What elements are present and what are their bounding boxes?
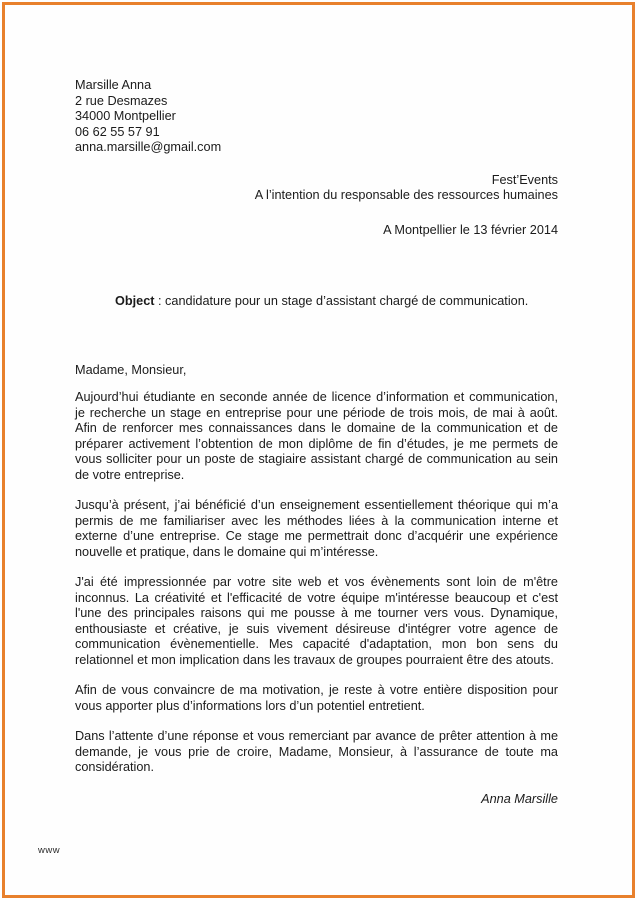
body-paragraph-1: Aujourd’hui étudiante en seconde année de licence d’information et communication, je recherche un stage en entreprise pour une période de trois mois, de mai à août. Afin de renforcer mes connaissances dans le domaine de la communication et de préparer activement l’obtention de mon diplôme de fin d’études, je me permets de vous solliciter pour un poste de stagiaire assistant chargé de communication au sein de votre entreprise. (75, 390, 558, 482)
body-paragraph-2: Jusqu’à présent, j’ai bénéficié d’un enseignement essentiellement théorique qui m’a permis de me familiariser avec les méthodes liées à la communication interne et externe d’une entreprise. Ce stage me permettrait donc d’acquérir une expérience nouvelle et pratique, dans le domaine qui m’intéresse. (75, 498, 558, 559)
recipient-attention: A l’intention du responsable des ressources humaines (254, 188, 558, 202)
recipient-block (75, 173, 558, 204)
body-paragraph-4: Afin de vous convaincre de ma motivation, je reste à votre entière disposition pour vous apporter plus d’informations lors d’un potentiel entretient. (75, 683, 558, 713)
subject-label: Object (115, 294, 155, 308)
sender-address-line2: 34000 Montpellier (75, 109, 176, 123)
sender-name: Marsille Anna (75, 78, 152, 92)
salutation: Madame, Monsieur, (75, 362, 187, 377)
watermark-www: www (38, 845, 61, 856)
dateline: A Montpellier le 13 février 2014 (383, 222, 558, 237)
recipient-company: Fest’Events (491, 172, 558, 187)
body-paragraph-5: Dans l’attente d’une réponse et vous remerciant par avance de prêter attention à me demande, je vous prie de croire, Madame, Monsieur, à l’assurance de toute ma considération. (75, 729, 558, 774)
sender-block (75, 78, 558, 156)
body-paragraph-3: J'ai été impressionnée par votre site web et vos évènements sont loin de m'être inconnus. La créativité et l'efficacité de votre équipe m'intéresse beaucoup et c'est l'une des principales raisons qui me pousse à me tourner vers vous. Dynamique, enthousiaste et créative, je suis vivement désireuse d'intégrer votre agence de communication évènementielle. Mes capacité d'adaptation, mon bon sens du relationnel et mon implication dans les travaux de groupes pourraient être des atouts. (75, 575, 558, 667)
sender-address-line1: 2 rue Desmazes (75, 93, 168, 108)
letter-content (5, 5, 632, 895)
sender-email: anna.marsille@gmail.com (75, 140, 222, 154)
sender-phone: 06 62 55 57 91 (75, 124, 160, 139)
subject-line (75, 294, 558, 310)
signature-name: Anna Marsille (481, 791, 558, 806)
subject-text: : candidature pour un stage d’assistant chargé de communication. (154, 294, 529, 308)
